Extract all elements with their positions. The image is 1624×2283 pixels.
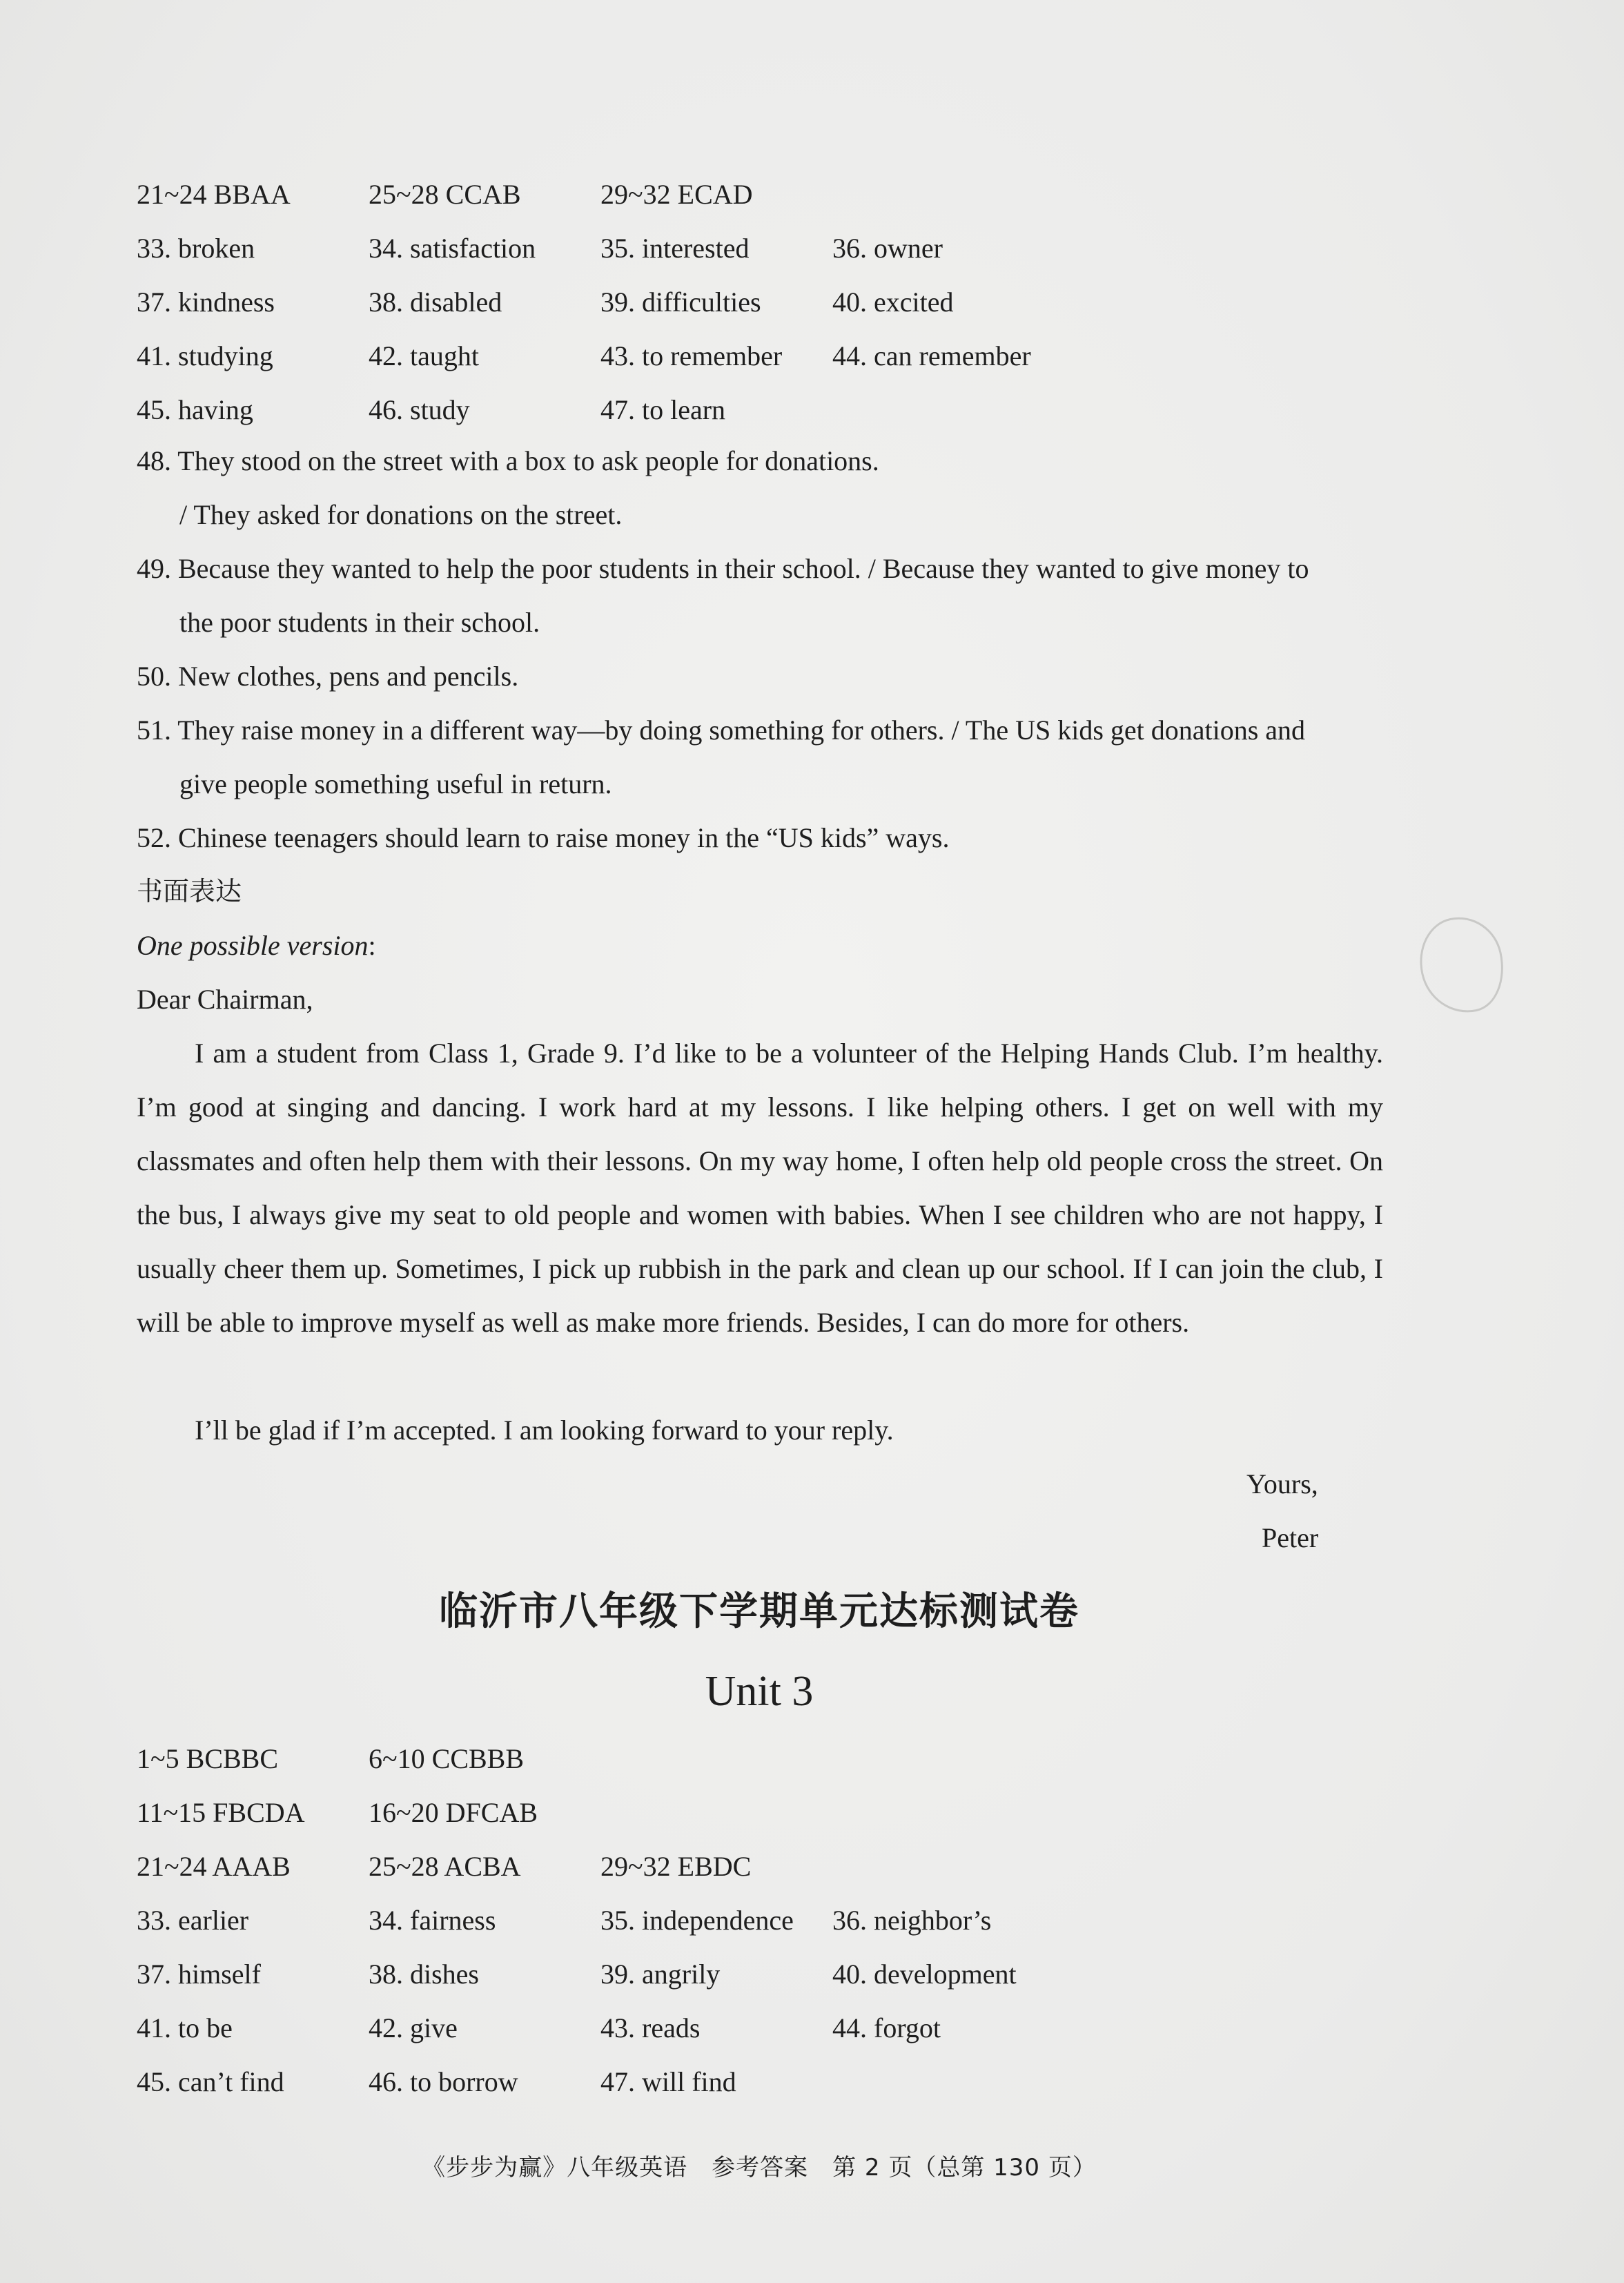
answer-cell: 29~32 ECAD <box>600 179 753 210</box>
answer-cell: 35. interested <box>600 233 750 264</box>
answer-cell: 44. can remember <box>832 340 1031 371</box>
answer-cell: 21~24 AAAB <box>137 1851 291 1882</box>
version-label: One possible version <box>137 930 369 961</box>
version-colon: : <box>368 930 376 961</box>
answer-cell: 16~20 DFCAB <box>369 1797 538 1828</box>
answer-cell: 45. having <box>137 394 253 425</box>
answer-cell: 36. neighbor’s <box>832 1905 992 1936</box>
answer-cell: 6~10 CCBBB <box>369 1743 525 1774</box>
answer-cell: 39. difficulties <box>600 286 761 318</box>
answer-cell: 45. can’t find <box>137 2066 284 2097</box>
answer-cell: 34. satisfaction <box>369 233 536 264</box>
answer-cell: 40. development <box>832 1959 1017 1990</box>
unit-title: Unit 3 <box>705 1668 814 1715</box>
answer-cell: 33. broken <box>137 233 255 264</box>
answer-cell: 40. excited <box>832 286 954 318</box>
answer-cell: 25~28 ACBA <box>369 1851 521 1882</box>
answer-cell: 47. to learn <box>600 394 726 425</box>
answer-49-cont: the poor students in their school. <box>179 607 540 638</box>
answer-cell: 46. to borrow <box>369 2066 518 2097</box>
answer-cell: 21~24 BBAA <box>137 179 291 210</box>
letter-signature: Peter <box>1262 1522 1319 1553</box>
answer-50: 50. New clothes, pens and pencils. <box>137 661 519 692</box>
answer-cell: 43. reads <box>600 2012 701 2043</box>
answer-cell: 42. give <box>369 2012 458 2043</box>
answer-cell: 25~28 CCAB <box>369 179 521 210</box>
answer-cell: 29~32 EBDC <box>600 1851 752 1882</box>
answer-cell: 38. disabled <box>369 286 502 318</box>
answer-48-alt: / They asked for donations on the street. <box>179 499 623 530</box>
answer-cell: 37. himself <box>137 1959 261 1990</box>
letter-body: I am a student from Class 1, Grade 9. I’d like to be a volunteer of the Helping Hands Club. I’m healthy. I’m good at singing and dancing. I work hard at my lessons. I like helping others. I get on well with my classmates and often help them with their lessons. On my way home, I often help old people cross the street. On the bus, I always give my seat to old people and women with babies. When I see children who are not happy, I usually cheer them up. Sometimes, I pick up rubbish in the park and clean up our school. If I can join the club, I will be able to improve myself as well as make more friends. Besides, I can do more for others. <box>137 1038 1383 1338</box>
answer-cell: 37. kindness <box>137 286 275 318</box>
answer-49: 49. Because they wanted to help the poor students in their school. / Because they wanted to give money to <box>137 553 1309 584</box>
answer-cell: 11~15 FBCDA <box>137 1797 305 1828</box>
answer-cell: 43. to remember <box>600 340 783 371</box>
answer-cell: 36. owner <box>832 233 943 264</box>
version-label-line <box>137 932 376 960</box>
answer-51: 51. They raise money in a different way—by doing something for others. / The US kids get donations and <box>137 715 1306 746</box>
letter-sign-off: Yours, <box>1246 1468 1318 1499</box>
answer-cell: 42. taught <box>369 340 479 371</box>
writing-heading: 书面表达 <box>137 876 242 906</box>
answer-cell: 47. will find <box>600 2066 736 2097</box>
answer-cell: 35. independence <box>600 1905 794 1936</box>
letter-salutation: Dear Chairman, <box>137 984 313 1015</box>
answer-cell: 44. forgot <box>832 2012 941 2043</box>
answer-48: 48. They stood on the street with a box to ask people for donations. <box>137 445 879 476</box>
answer-cell: 33. earlier <box>137 1905 249 1936</box>
answer-cell: 1~5 BCBBC <box>137 1743 279 1774</box>
answer-cell: 41. studying <box>137 340 273 371</box>
answer-cell: 41. to be <box>137 2012 233 2043</box>
answer-cell: 38. dishes <box>369 1959 479 1990</box>
answer-52: 52. Chinese teenagers should learn to raise money in the “US kids” ways. <box>137 822 950 853</box>
letter-close: I’ll be glad if I’m accepted. I am looking forward to your reply. <box>195 1415 894 1446</box>
page-footer: 《步步为赢》八年级英语 参考答案 第 2 页（总第 130 页） <box>422 2154 1097 2182</box>
answer-cell: 39. angrily <box>600 1959 721 1990</box>
answer-51-cont: give people something useful in return. <box>179 768 612 799</box>
answer-cell: 34. fairness <box>369 1905 496 1936</box>
answer-cell: 46. study <box>369 394 470 425</box>
section-title: 临沂市八年级下学期单元达标测试卷 <box>439 1589 1079 1634</box>
